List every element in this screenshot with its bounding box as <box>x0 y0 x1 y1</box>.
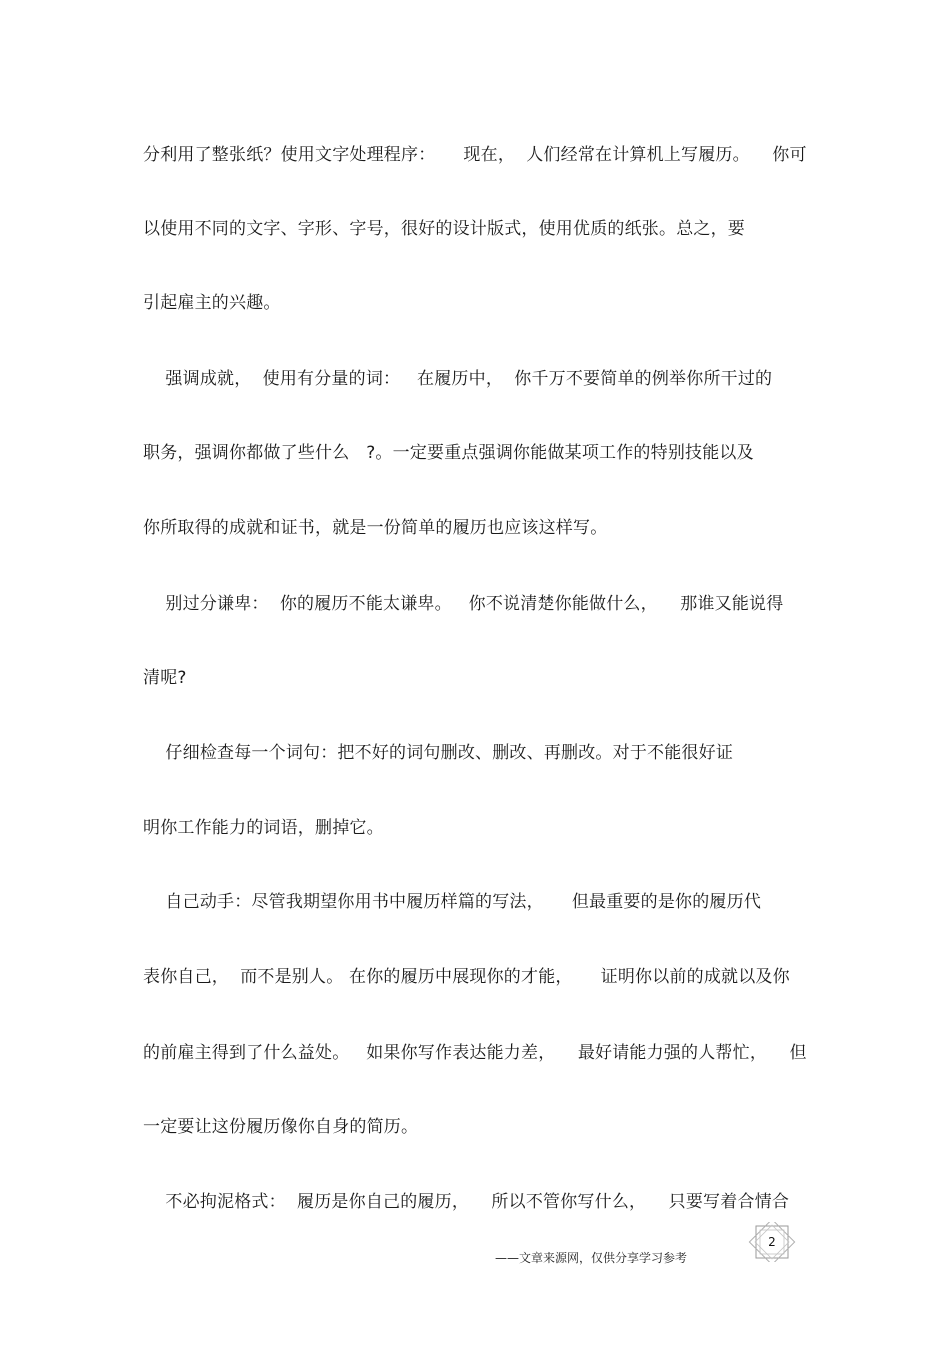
text-line: 仔细检查每一个词句：把不好的词句删改、删改、再删改。对于不能很好证 <box>143 743 734 763</box>
text-line: 别过分谦卑： 你的履历不能太谦卑。 你不说清楚你能做什么， 那谁又能说得 <box>143 594 784 614</box>
text-line: 强调成就， 使用有分量的词： 在履历中， 你千万不要简单的例举你所干过的 <box>143 369 773 389</box>
footer-source-note: ——文章来源网，仅供分享学习参考 <box>495 1251 688 1265</box>
text-line: 职务，强调你都做了些什么 ?。一定要重点强调你能做某项工作的特别技能以及 <box>143 443 754 463</box>
text-line: 分利用了整张纸？使用文字处理程序： 现在， 人们经常在计算机上写履历。 你可 <box>143 145 807 165</box>
text-line: 不必拘泥格式： 履历是你自己的履历， 所以不管你写什么， 只要写着合情合 <box>143 1192 790 1212</box>
page-number: 2 <box>768 1235 776 1249</box>
text-line: 表你自己， 而不是别人。 在你的履历中展现你的才能， 证明你以前的成就以及你 <box>143 967 790 987</box>
text-line: 的前雇主得到了什么益处。 如果你写作表达能力差， 最好请能力强的人帮忙， 但 <box>143 1043 807 1063</box>
text-line: 明你工作能力的词语，删掉它。 <box>143 818 384 838</box>
text-line: 一定要让这份履历像你自身的简历。 <box>143 1117 419 1137</box>
text-line: 引起雇主的兴趣。 <box>143 293 281 313</box>
text-line: 以使用不同的文字、字形、字号，很好的设计版式，使用优质的纸张。总之，要 <box>143 219 745 239</box>
text-line: 清呢? <box>143 668 187 688</box>
text-line: 自己动手：尽管我期望你用书中履历样篇的写法， 但最重要的是你的履历代 <box>143 892 762 912</box>
page-number-badge <box>748 1222 796 1262</box>
text-line: 你所取得的成就和证书，就是一份简单的履历也应该这样写。 <box>143 518 608 538</box>
